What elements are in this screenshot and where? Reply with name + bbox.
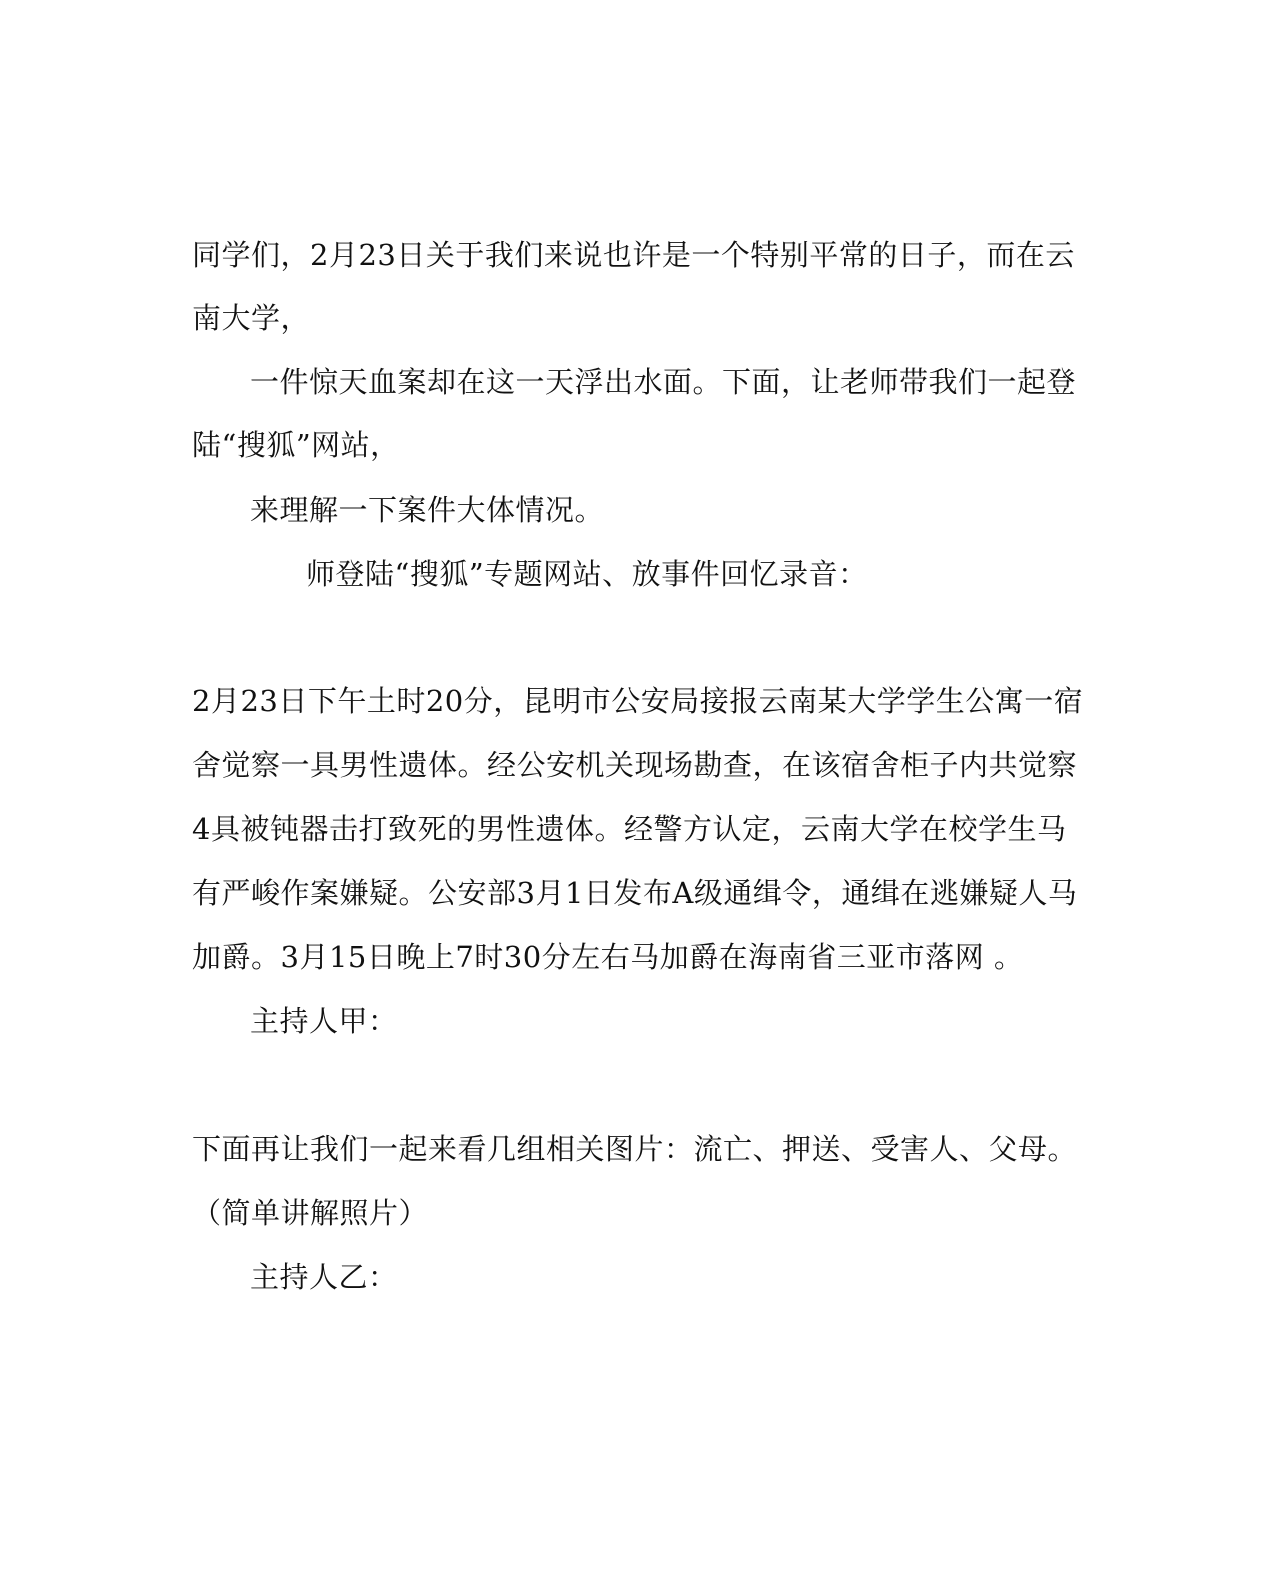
text-line: 一件惊天血案却在这一天浮出水面。下面，让老师带我们一起登	[250, 365, 1077, 399]
text-line: 陆“搜狐”网站，	[192, 428, 400, 462]
text-line: 师登陆“搜狐”专题网站、放事件回忆录音：	[306, 557, 868, 591]
text-line: 同学们，2月23日关于我们来说也许是一个特别平常的日子，而在云	[192, 238, 1075, 272]
text-line: 有严峻作案嫌疑。公安部3月1日发布A级通缉令，通缉在逃嫌疑人马	[192, 876, 1078, 910]
text-line: 主持人甲：	[250, 1004, 398, 1038]
text-line: 主持人乙：	[250, 1260, 398, 1294]
text-line: 来理解一下案件大体情况。	[250, 493, 605, 527]
text-line: 下面再让我们一起来看几组相关图片：流亡、押送、受害人、父母。	[192, 1132, 1078, 1166]
text-line: 加爵。3月15日晚上7时30分左右马加爵在海南省三亚市落网 。	[192, 940, 1024, 974]
text-line: 2月23日下午土时20分，昆明市公安局接报云南某大学学生公寓一宿	[192, 684, 1084, 718]
text-line: （简单讲解照片）	[192, 1196, 429, 1230]
text-line: 4具被钝器击打致死的男性遗体。经警方认定，云南大学在校学生马	[192, 812, 1067, 846]
text-line: 南大学，	[192, 301, 311, 335]
text-line: 舍觉察一具男性遗体。经公安机关现场勘查，在该宿舍柜子内共觉察	[192, 748, 1078, 782]
